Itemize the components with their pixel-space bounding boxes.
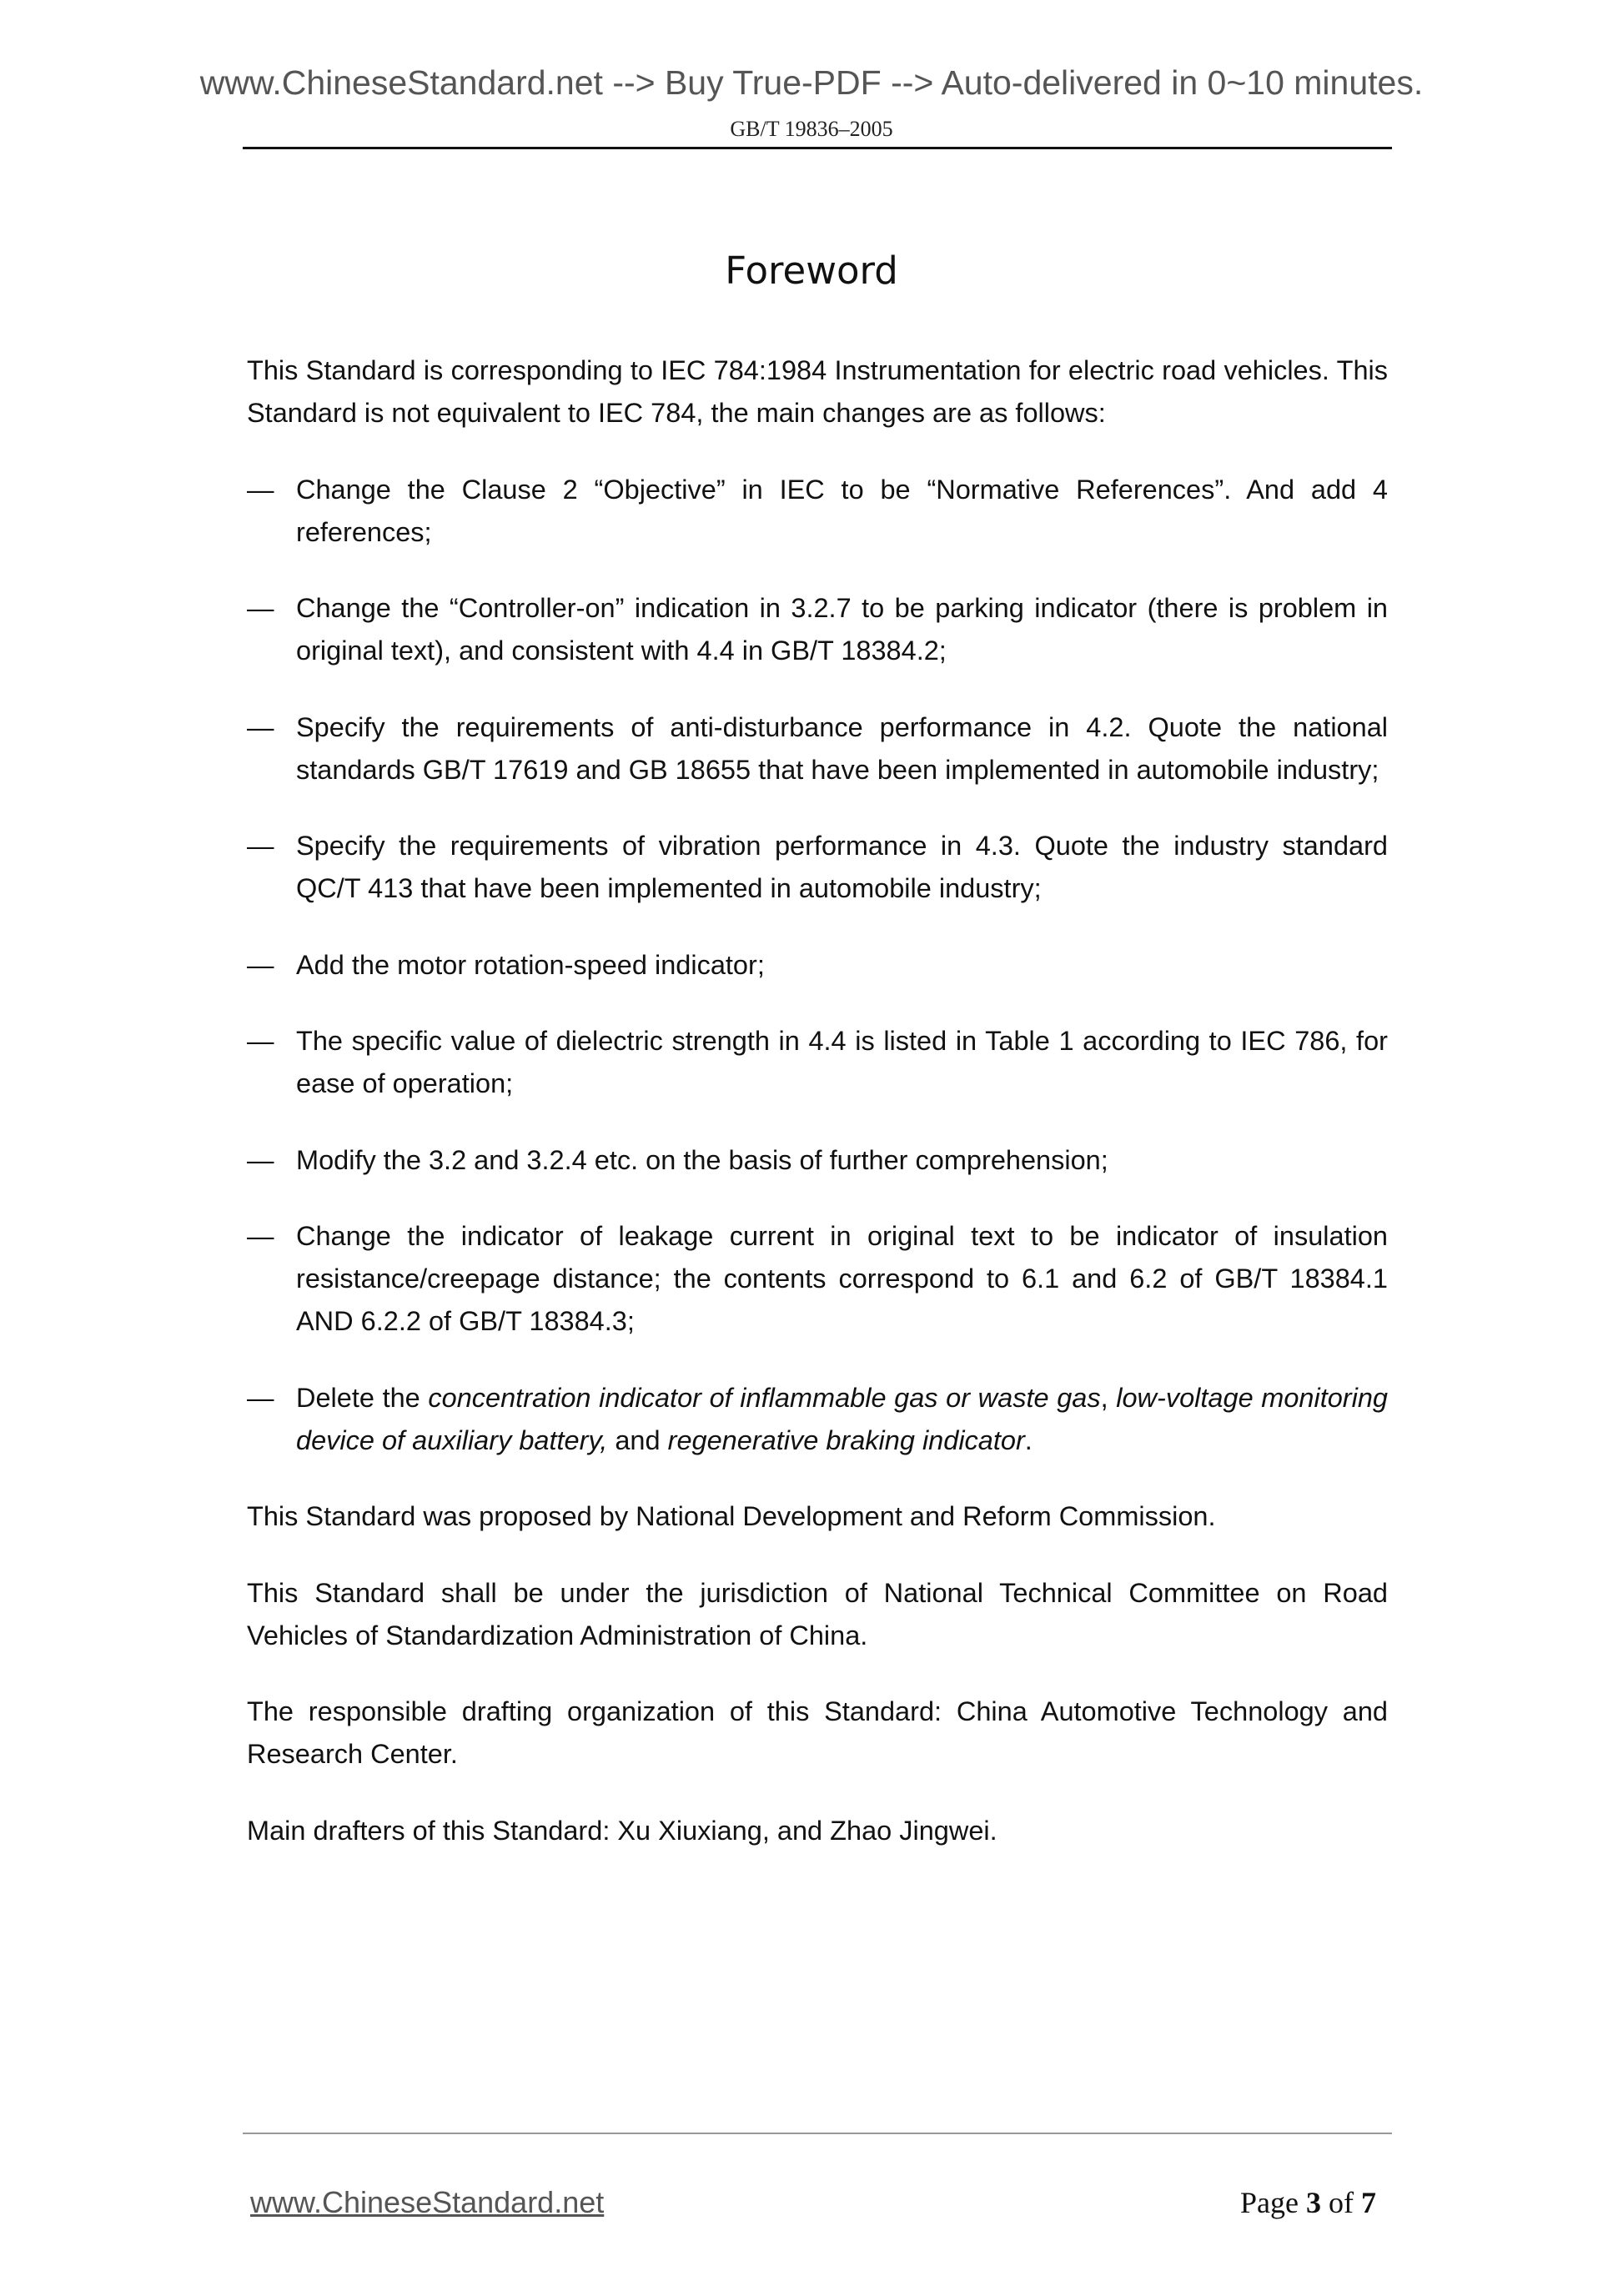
list-item-text: Add the motor rotation-speed indicator; <box>296 949 765 980</box>
list-item <box>247 1215 1388 1343</box>
dash-bullet: — <box>247 474 274 505</box>
list-item-text: Specify the requirements of anti-disturbance performance in 4.2. Quote the national standards GB/T 17619 and GB 18655 that have been implemented in automobile industry; <box>296 711 1388 785</box>
footer-divider <box>243 2133 1392 2134</box>
dash-bullet: — <box>247 949 274 980</box>
page-of: of <box>1321 2186 1361 2219</box>
list-item <box>247 1139 1388 1182</box>
page-title: Foreword <box>725 249 898 293</box>
dash-bullet: — <box>247 1382 274 1413</box>
dash-bullet: — <box>247 831 274 861</box>
list-item <box>247 587 1388 672</box>
header-divider <box>243 147 1392 149</box>
deleted-item: concentration indicator of inflammable gas or waste gas <box>428 1382 1101 1413</box>
dash-bullet: — <box>247 593 274 623</box>
intro-paragraph: This Standard is corresponding to IEC 784:1984 Instrumentation for electric road vehicles. This Standard is not equivalent to IEC 784, the main changes are as follows: <box>247 355 1388 428</box>
closing-paragraph: This Standard shall be under the jurisdiction of National Technical Committee on Road Vehicles of Standardization Administration of China. <box>247 1577 1388 1650</box>
document-body <box>247 349 1388 1886</box>
deleted-item: low-voltage monitoring device of auxiliary battery, <box>296 1382 1388 1455</box>
text: , <box>1100 1382 1117 1413</box>
closing-paragraph: This Standard was proposed by National Development and Reform Commission. <box>247 1501 1216 1531</box>
page-number <box>1240 2185 1376 2220</box>
list-item-text: Change the Clause 2 “Objective” in IEC to be “Normative References”. And add 4 references; <box>296 474 1388 547</box>
standard-number: GB/T 19836–2005 <box>730 117 893 141</box>
text: Delete the <box>296 1382 429 1413</box>
closing-paragraph: The responsible drafting organization of this Standard: China Automotive Technology and Research Center. <box>247 1696 1388 1769</box>
list-item-text: Change the indicator of leakage current in original text to be indicator of insulation resistance/creepage distance; the contents correspond to 6.1 and 6.2 of GB/T 18384.1 AND 6.2.2 of GB/T 18384.3; <box>296 1221 1388 1336</box>
dash-bullet: — <box>247 711 274 742</box>
list-item <box>247 469 1388 554</box>
text: and <box>607 1424 668 1455</box>
dash-bullet: — <box>247 1026 274 1056</box>
list-item <box>247 944 1388 987</box>
list-item <box>247 1020 1388 1105</box>
list-item-text: Modify the 3.2 and 3.2.4 etc. on the basis of further comprehension; <box>296 1144 1108 1175</box>
deleted-item: regenerative braking indicator <box>667 1424 1025 1455</box>
total-pages: 7 <box>1361 2186 1376 2219</box>
footer-website-link[interactable]: www.ChineseStandard.net <box>250 2185 605 2219</box>
text: . <box>1024 1424 1033 1455</box>
list-item-text: Specify the requirements of vibration performance in 4.3. Quote the industry standard QC/T 413 that have been implemented in automobile industry; <box>296 831 1388 903</box>
dash-bullet: — <box>247 1221 274 1251</box>
page-label: Page <box>1240 2186 1306 2219</box>
list-item <box>247 825 1388 910</box>
list-item <box>247 706 1388 791</box>
list-item-delete <box>247 1377 1388 1462</box>
list-item-text: Change the “Controller-on” indication in 3.2.7 to be parking indicator (there is problem in original text), and consistent with 4.4 in GB/T 18384.2; <box>296 593 1388 666</box>
closing-paragraph: Main drafters of this Standard: Xu Xiuxiang, and Zhao Jingwei. <box>247 1815 997 1846</box>
dash-bullet: — <box>247 1144 274 1175</box>
current-page: 3 <box>1306 2186 1321 2219</box>
list-item-text: The specific value of dielectric strength in 4.4 is listed in Table 1 according to IEC 786, for ease of operation; <box>296 1026 1388 1098</box>
site-banner: www.ChineseStandard.net --> Buy True-PDF --> Auto-delivered in 0~10 minutes. <box>199 63 1424 102</box>
